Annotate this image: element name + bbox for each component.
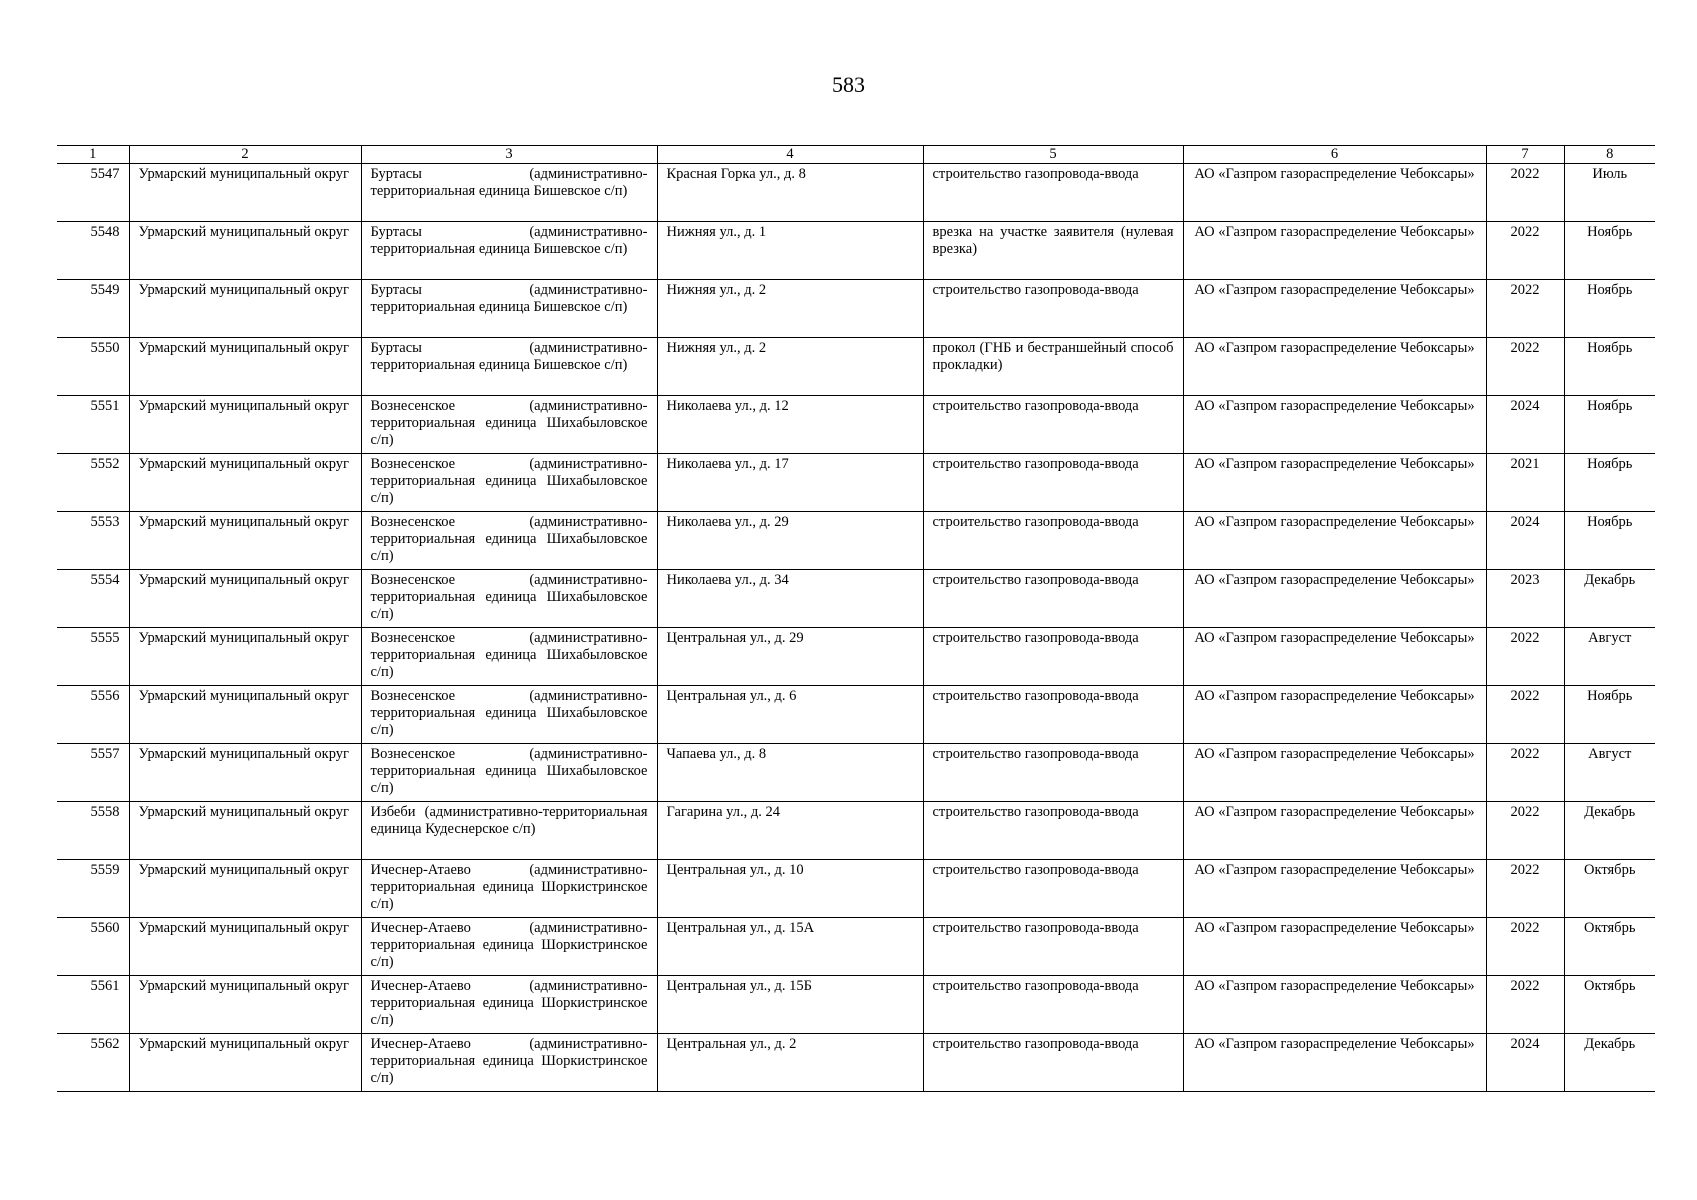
table-row (57, 628, 1655, 686)
month-cell: Ноябрь (1564, 512, 1655, 570)
month-cell: Ноябрь (1564, 396, 1655, 454)
table-row (57, 860, 1655, 918)
column-number-row (57, 146, 1655, 164)
column-header: 7 (1486, 146, 1564, 164)
settlement-cell: Ичеснер-Атаево (административно-территориальная единица Шоркистринское с/п) (361, 918, 657, 976)
page-number: 583 (832, 72, 865, 97)
district-cell: Урмарский муниципальный округ (129, 454, 361, 512)
month-cell: Август (1564, 744, 1655, 802)
month-cell: Ноябрь (1564, 280, 1655, 338)
month-cell: Ноябрь (1564, 686, 1655, 744)
row-number-cell: 5548 (57, 222, 129, 280)
column-header: 4 (657, 146, 923, 164)
district-cell: Урмарский муниципальный округ (129, 396, 361, 454)
work-type-cell: строительство газопровода-ввода (923, 396, 1183, 454)
year-cell: 2022 (1486, 976, 1564, 1034)
column-header: 1 (57, 146, 129, 164)
work-type-cell: строительство газопровода-ввода (923, 280, 1183, 338)
table-row (57, 918, 1655, 976)
year-cell: 2022 (1486, 686, 1564, 744)
row-number-cell: 5553 (57, 512, 129, 570)
work-type-cell: строительство газопровода-ввода (923, 918, 1183, 976)
work-type-cell: строительство газопровода-ввода (923, 512, 1183, 570)
table-row (57, 280, 1655, 338)
settlement-cell: Ичеснер-Атаево (административно-территориальная единица Шоркистринское с/п) (361, 860, 657, 918)
table-row (57, 570, 1655, 628)
year-cell: 2022 (1486, 802, 1564, 860)
month-cell: Ноябрь (1564, 454, 1655, 512)
settlement-cell: Буртасы (административно-территориальная единица Бишевское с/п) (361, 222, 657, 280)
table-row (57, 686, 1655, 744)
district-cell: Урмарский муниципальный округ (129, 686, 361, 744)
organization-cell: АО «Газпром газораспределение Чебоксары» (1183, 918, 1486, 976)
address-cell: Центральная ул., д. 15А (657, 918, 923, 976)
settlement-cell: Буртасы (административно-территориальная единица Бишевское с/п) (361, 280, 657, 338)
organization-cell: АО «Газпром газораспределение Чебоксары» (1183, 280, 1486, 338)
settlement-cell: Вознесенское (административно-территориальная единица Шихабыловское с/п) (361, 744, 657, 802)
table-header (57, 146, 1655, 164)
address-cell: Нижняя ул., д. 1 (657, 222, 923, 280)
work-type-cell: строительство газопровода-ввода (923, 976, 1183, 1034)
address-cell: Центральная ул., д. 15Б (657, 976, 923, 1034)
table-body (57, 164, 1655, 1092)
work-type-cell: строительство газопровода-ввода (923, 164, 1183, 222)
address-cell: Николаева ул., д. 17 (657, 454, 923, 512)
year-cell: 2023 (1486, 570, 1564, 628)
work-type-cell: строительство газопровода-ввода (923, 860, 1183, 918)
organization-cell: АО «Газпром газораспределение Чебоксары» (1183, 222, 1486, 280)
organization-cell: АО «Газпром газораспределение Чебоксары» (1183, 976, 1486, 1034)
organization-cell: АО «Газпром газораспределение Чебоксары» (1183, 686, 1486, 744)
district-cell: Урмарский муниципальный округ (129, 570, 361, 628)
district-cell: Урмарский муниципальный округ (129, 918, 361, 976)
year-cell: 2022 (1486, 628, 1564, 686)
column-header: 6 (1183, 146, 1486, 164)
year-cell: 2022 (1486, 280, 1564, 338)
settlement-cell: Ичеснер-Атаево (административно-территориальная единица Шоркистринское с/п) (361, 976, 657, 1034)
month-cell: Ноябрь (1564, 222, 1655, 280)
year-cell: 2022 (1486, 860, 1564, 918)
settlement-cell: Вознесенское (административно-территориальная единица Шихабыловское с/п) (361, 512, 657, 570)
organization-cell: АО «Газпром газораспределение Чебоксары» (1183, 744, 1486, 802)
settlement-cell: Избеби (административно-территориальная единица Кудеснерское с/п) (361, 802, 657, 860)
year-cell: 2022 (1486, 744, 1564, 802)
work-type-cell: прокол (ГНБ и бестраншейный способ прокладки) (923, 338, 1183, 396)
month-cell: Декабрь (1564, 570, 1655, 628)
year-cell: 2021 (1486, 454, 1564, 512)
table-row (57, 744, 1655, 802)
work-type-cell: строительство газопровода-ввода (923, 686, 1183, 744)
organization-cell: АО «Газпром газораспределение Чебоксары» (1183, 802, 1486, 860)
row-number-cell: 5556 (57, 686, 129, 744)
organization-cell: АО «Газпром газораспределение Чебоксары» (1183, 512, 1486, 570)
address-cell: Нижняя ул., д. 2 (657, 338, 923, 396)
row-number-cell: 5555 (57, 628, 129, 686)
address-cell: Николаева ул., д. 29 (657, 512, 923, 570)
year-cell: 2022 (1486, 222, 1564, 280)
row-number-cell: 5559 (57, 860, 129, 918)
organization-cell: АО «Газпром газораспределение Чебоксары» (1183, 570, 1486, 628)
settlement-cell: Буртасы (административно-территориальная единица Бишевское с/п) (361, 338, 657, 396)
row-number-cell: 5557 (57, 744, 129, 802)
settlement-cell: Вознесенское (административно-территориальная единица Шихабыловское с/п) (361, 570, 657, 628)
month-cell: Октябрь (1564, 976, 1655, 1034)
row-number-cell: 5554 (57, 570, 129, 628)
district-cell: Урмарский муниципальный округ (129, 512, 361, 570)
settlement-cell: Вознесенское (административно-территориальная единица Шихабыловское с/п) (361, 686, 657, 744)
table-row (57, 222, 1655, 280)
column-header: 2 (129, 146, 361, 164)
settlement-cell: Буртасы (административно-территориальная единица Бишевское с/п) (361, 164, 657, 222)
work-type-cell: строительство газопровода-ввода (923, 1034, 1183, 1092)
table-row (57, 396, 1655, 454)
year-cell: 2022 (1486, 918, 1564, 976)
work-type-cell: строительство газопровода-ввода (923, 570, 1183, 628)
district-cell: Урмарский муниципальный округ (129, 744, 361, 802)
district-cell: Урмарский муниципальный округ (129, 860, 361, 918)
row-number-cell: 5558 (57, 802, 129, 860)
month-cell: Декабрь (1564, 1034, 1655, 1092)
settlement-cell: Вознесенское (административно-территориальная единица Шихабыловское с/п) (361, 628, 657, 686)
district-cell: Урмарский муниципальный округ (129, 976, 361, 1034)
work-type-cell: строительство газопровода-ввода (923, 628, 1183, 686)
work-type-cell: строительство газопровода-ввода (923, 744, 1183, 802)
organization-cell: АО «Газпром газораспределение Чебоксары» (1183, 628, 1486, 686)
row-number-cell: 5562 (57, 1034, 129, 1092)
work-type-cell: строительство газопровода-ввода (923, 802, 1183, 860)
settlement-cell: Вознесенское (административно-территориальная единица Шихабыловское с/п) (361, 396, 657, 454)
data-table (57, 145, 1655, 1092)
table-row (57, 338, 1655, 396)
table-row (57, 802, 1655, 860)
organization-cell: АО «Газпром газораспределение Чебоксары» (1183, 338, 1486, 396)
work-type-cell: строительство газопровода-ввода (923, 454, 1183, 512)
row-number-cell: 5552 (57, 454, 129, 512)
address-cell: Центральная ул., д. 2 (657, 1034, 923, 1092)
address-cell: Красная Горка ул., д. 8 (657, 164, 923, 222)
year-cell: 2022 (1486, 164, 1564, 222)
district-cell: Урмарский муниципальный округ (129, 802, 361, 860)
year-cell: 2024 (1486, 512, 1564, 570)
row-number-cell: 5550 (57, 338, 129, 396)
month-cell: Июль (1564, 164, 1655, 222)
year-cell: 2022 (1486, 338, 1564, 396)
row-number-cell: 5561 (57, 976, 129, 1034)
work-type-cell: врезка на участке заявителя (нулевая врезка) (923, 222, 1183, 280)
column-header: 5 (923, 146, 1183, 164)
row-number-cell: 5560 (57, 918, 129, 976)
table-row (57, 454, 1655, 512)
organization-cell: АО «Газпром газораспределение Чебоксары» (1183, 860, 1486, 918)
organization-cell: АО «Газпром газораспределение Чебоксары» (1183, 396, 1486, 454)
district-cell: Урмарский муниципальный округ (129, 280, 361, 338)
table-row (57, 512, 1655, 570)
address-cell: Центральная ул., д. 29 (657, 628, 923, 686)
settlement-cell: Ичеснер-Атаево (административно-территориальная единица Шоркистринское с/п) (361, 1034, 657, 1092)
organization-cell: АО «Газпром газораспределение Чебоксары» (1183, 454, 1486, 512)
row-number-cell: 5549 (57, 280, 129, 338)
address-cell: Николаева ул., д. 12 (657, 396, 923, 454)
month-cell: Август (1564, 628, 1655, 686)
address-cell: Центральная ул., д. 6 (657, 686, 923, 744)
table-row (57, 1034, 1655, 1092)
address-cell: Чапаева ул., д. 8 (657, 744, 923, 802)
organization-cell: АО «Газпром газораспределение Чебоксары» (1183, 1034, 1486, 1092)
district-cell: Урмарский муниципальный округ (129, 1034, 361, 1092)
table-row (57, 164, 1655, 222)
column-header: 8 (1564, 146, 1655, 164)
address-cell: Центральная ул., д. 10 (657, 860, 923, 918)
month-cell: Октябрь (1564, 860, 1655, 918)
address-cell: Гагарина ул., д. 24 (657, 802, 923, 860)
organization-cell: АО «Газпром газораспределение Чебоксары» (1183, 164, 1486, 222)
district-cell: Урмарский муниципальный округ (129, 628, 361, 686)
district-cell: Урмарский муниципальный округ (129, 164, 361, 222)
address-cell: Нижняя ул., д. 2 (657, 280, 923, 338)
year-cell: 2024 (1486, 396, 1564, 454)
column-header: 3 (361, 146, 657, 164)
district-cell: Урмарский муниципальный округ (129, 222, 361, 280)
month-cell: Декабрь (1564, 802, 1655, 860)
address-cell: Николаева ул., д. 34 (657, 570, 923, 628)
year-cell: 2024 (1486, 1034, 1564, 1092)
row-number-cell: 5547 (57, 164, 129, 222)
table-row (57, 976, 1655, 1034)
settlement-cell: Вознесенское (административно-территориальная единица Шихабыловское с/п) (361, 454, 657, 512)
district-cell: Урмарский муниципальный округ (129, 338, 361, 396)
month-cell: Ноябрь (1564, 338, 1655, 396)
row-number-cell: 5551 (57, 396, 129, 454)
month-cell: Октябрь (1564, 918, 1655, 976)
